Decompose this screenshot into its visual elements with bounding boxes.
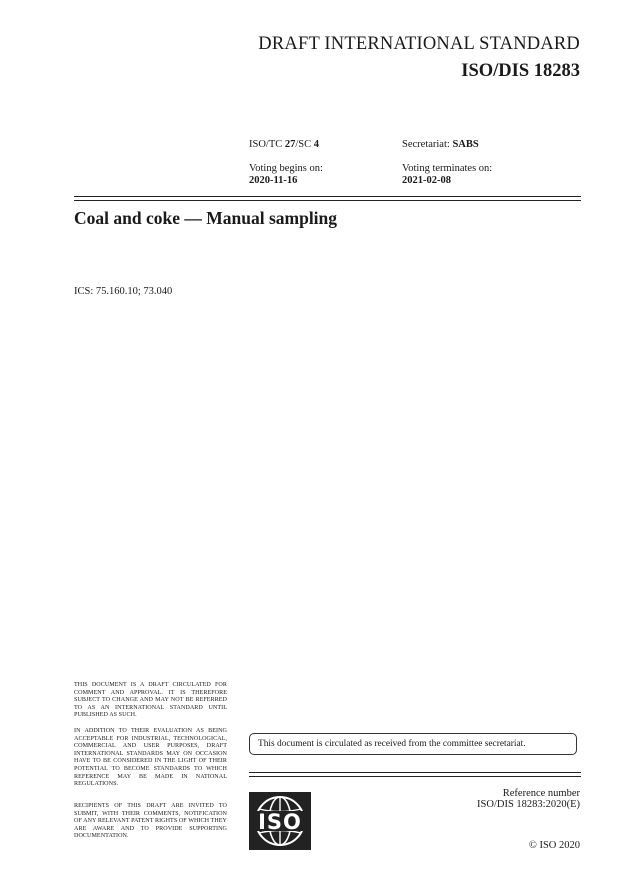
voting-begins-label: Voting begins on: [249,163,323,174]
reference-number: ISO/DIS 18283:2020(E) [477,799,580,810]
secretariat-label: Secretariat: [402,139,453,150]
voting-begins [249,163,323,187]
copyright: © ISO 2020 [528,840,580,851]
reference-label: Reference number [502,788,580,799]
voting-terminates-date: 2021-02-08 [402,175,451,186]
voting-terminates-label: Voting terminates on: [402,163,493,174]
committee-reference [249,139,319,150]
ics-codes: ICS: 75.160.10; 73.040 [74,286,173,297]
document-type: DRAFT INTERNATIONAL STANDARD [258,34,580,54]
tc-prefix: ISO/TC [249,139,285,150]
divider-top [74,196,581,197]
disclaimer-paragraph-3: RECIPIENTS OF THIS DRAFT ARE INVITED TO SUBMIT, WITH THEIR COMMENTS, NOTIFICATION OF ANY RELEVANT PATENT RIGHTS OF WHICH THEY ARE AWARE AND TO PROVIDE SUPPORTING DOCUMENTATION. [74,803,227,840]
sc-prefix: /SC [295,139,314,150]
disclaimer-paragraph-1: THIS DOCUMENT IS A DRAFT CIRCULATED FOR COMMENT AND APPROVAL. IT IS THEREFORE SUBJECT TO CHANGE AND MAY NOT BE REFERRED TO AS AN INTERNATIONAL STANDARD UNTIL PUBLISHED AS SUCH. [74,682,227,719]
iso-logo [249,792,311,850]
sc-number: 4 [313,139,320,150]
document-id: ISO/DIS 18283 [461,61,580,81]
iso-globe-icon [249,792,311,850]
document-title: Coal and coke — Manual sampling [74,208,338,228]
divider-top-second [74,200,581,201]
divider-bottom-second [249,776,581,777]
tc-number: 27 [284,139,296,150]
iso-logo-text: ISO [258,810,302,834]
disclaimer-paragraph-2: IN ADDITION TO THEIR EVALUATION AS BEING ACCEPTABLE FOR INDUSTRIAL, TECHNOLOGICAL, COMMERCIAL AND USER PURPOSES, DRAFT INTERNATIONAL STANDARDS MAY ON OCCASION HAVE TO BE CONSIDERED IN THE LIGHT OF THEIR POTENTIAL TO BECOME STANDARDS TO WHICH REFERENCE MAY BE MADE IN NATIONAL REGULATIONS. [74,728,227,788]
voting-terminates [402,163,492,187]
voting-begins-date: 2020-11-16 [249,175,298,186]
circulation-notice: This document is circulated as received from the committee secretariat. [249,733,577,755]
divider-bottom [249,772,581,773]
secretariat [402,139,479,150]
secretariat-value: SABS [452,139,479,150]
